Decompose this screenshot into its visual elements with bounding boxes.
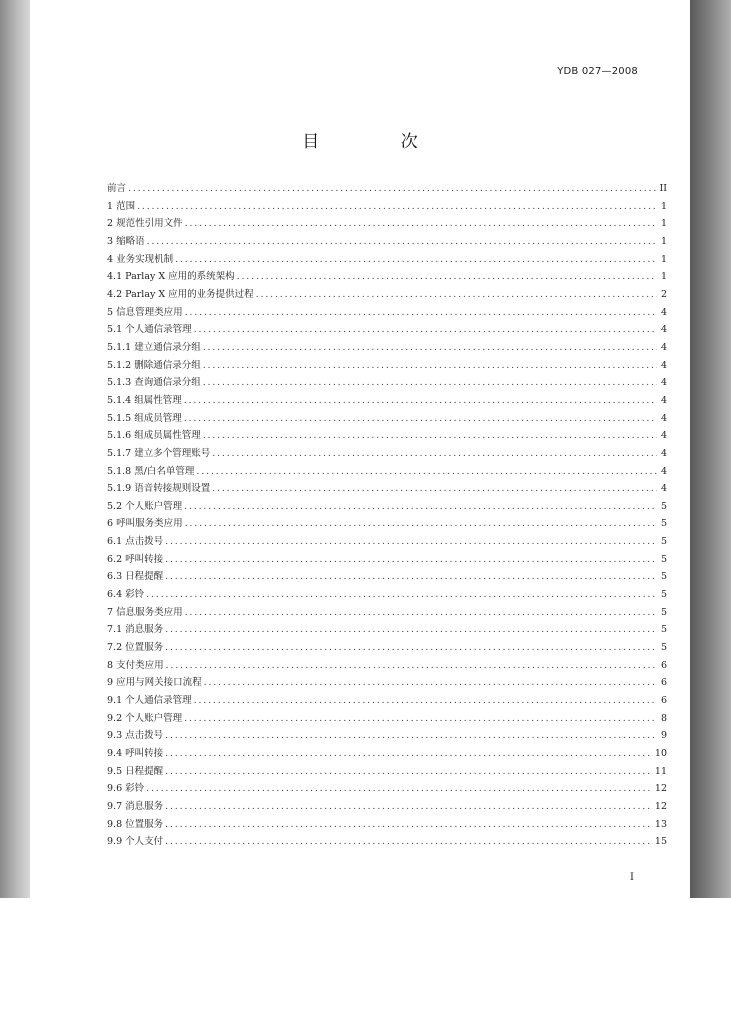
toc-entry-label: 9.7 消息服务 (107, 800, 164, 812)
document-page (30, 0, 690, 898)
toc-entry-label: 5.1.7 建立多个管理账号 (107, 447, 211, 459)
toc-leader-dots (165, 816, 653, 834)
toc-entry[interactable] (107, 463, 667, 481)
toc-entry-label: 前言 (107, 183, 127, 194)
toc-entry-page: 11 (654, 765, 667, 777)
toc-entry-page: 4 (660, 447, 667, 459)
toc-entry[interactable] (107, 586, 667, 604)
toc-leader-dots (184, 710, 657, 728)
toc-leader-dots (165, 551, 657, 569)
toc-entry-page: 13 (654, 818, 667, 830)
toc-entry[interactable] (107, 604, 667, 622)
toc-entry-label: 5.1.6 组成员属性管理 (107, 430, 201, 442)
toc-entry-label: 6 呼叫服务类应用 (107, 518, 183, 530)
toc-leader-dots (165, 639, 657, 657)
toc-leader-dots (137, 198, 657, 216)
toc-entry[interactable] (107, 816, 667, 834)
toc-leader-dots (184, 392, 657, 410)
toc-entry[interactable] (107, 674, 667, 692)
toc-leader-dots (128, 180, 657, 198)
toc-entry-page: 4 (660, 377, 667, 389)
toc-entry-label: 6.2 呼叫转接 (107, 553, 164, 565)
toc-leader-dots (196, 463, 657, 481)
toc-entry-page: 9 (660, 730, 667, 742)
toc-entry-label: 5.1.2 删除通信录分组 (107, 359, 201, 371)
toc-entry[interactable] (107, 515, 667, 533)
toc-leader-dots (185, 604, 657, 622)
toc-entry-page: 2 (660, 288, 667, 300)
toc-entry-label: 9.9 个人支付 (107, 836, 164, 848)
toc-entry-page: 6 (660, 659, 667, 671)
toc-leader-dots (184, 410, 657, 428)
blank-area (0, 898, 731, 1024)
toc-entry[interactable] (107, 533, 667, 551)
toc-entry-page: 4 (660, 341, 667, 353)
toc-entry-label: 8 支付类应用 (107, 659, 164, 671)
toc-entry[interactable] (107, 745, 667, 763)
toc-entry[interactable] (107, 304, 667, 322)
toc-leader-dots (185, 304, 657, 322)
toc-entry-label: 2 规范性引用文件 (107, 218, 183, 230)
toc-leader-dots (237, 268, 657, 286)
toc-entry-page: 4 (660, 412, 667, 424)
toc-entry-page: 4 (660, 430, 667, 442)
toc-entry-label: 5.1.1 建立通信录分组 (107, 341, 201, 353)
toc-entry-label: 5.2 个人账户管理 (107, 500, 183, 512)
toc-leader-dots (147, 233, 657, 251)
toc-entry-label: 5.1 个人通信录管理 (107, 324, 192, 336)
toc-entry-label: 7.1 消息服务 (107, 624, 164, 636)
toc-entry[interactable] (107, 233, 667, 251)
toc-entry-label: 4.2 Parlay X 应用的业务提供过程 (107, 288, 254, 300)
toc-entry[interactable] (107, 551, 667, 569)
table-of-contents (107, 180, 667, 851)
toc-leader-dots (203, 339, 657, 357)
toc-entry[interactable] (107, 339, 667, 357)
toc-entry-page: 1 (660, 271, 667, 283)
toc-entry-label: 9.5 日程提醒 (107, 765, 164, 777)
toc-entry-page: 1 (660, 253, 667, 265)
toc-entry-page: 5 (660, 624, 667, 636)
toc-entry-page: 12 (654, 800, 667, 812)
toc-entry[interactable] (107, 621, 667, 639)
toc-entry-label: 6.3 日程提醒 (107, 571, 164, 583)
toc-entry[interactable] (107, 692, 667, 710)
toc-leader-dots (256, 286, 657, 304)
toc-leader-dots (166, 657, 657, 675)
toc-entry[interactable] (107, 357, 667, 375)
toc-entry-label: 7.2 位置服务 (107, 642, 164, 654)
toc-leader-dots (165, 745, 653, 763)
page-title: 目 次 (302, 132, 456, 152)
toc-entry-label: 9.1 个人通信录管理 (107, 695, 192, 707)
toc-entry-page: 8 (660, 712, 667, 724)
toc-entry[interactable] (107, 798, 667, 816)
toc-entry-label: 9.8 位置服务 (107, 818, 164, 830)
toc-entry[interactable] (107, 286, 667, 304)
toc-leader-dots (185, 215, 657, 233)
toc-entry-page: II (659, 183, 667, 194)
toc-entry-page: 4 (660, 465, 667, 477)
toc-entry[interactable] (107, 480, 667, 498)
standard-code: YDB 027—2008 (557, 66, 638, 77)
toc-entry-label: 5.1.8 黑/白名单管理 (107, 465, 195, 477)
toc-leader-dots (165, 533, 657, 551)
toc-entry-page: 6 (660, 695, 667, 707)
toc-entry-page: 5 (660, 518, 667, 530)
toc-entry-page: 4 (660, 359, 667, 371)
toc-leader-dots (175, 251, 657, 269)
toc-entry[interactable] (107, 410, 667, 428)
toc-entry-label: 9.4 呼叫转接 (107, 748, 164, 759)
toc-entry-page: 5 (660, 606, 667, 618)
toc-entry[interactable] (107, 321, 667, 339)
toc-leader-dots (204, 674, 657, 692)
toc-leader-dots (203, 374, 657, 392)
toc-entry-label: 9.6 彩铃 (107, 783, 145, 795)
toc-entry-label: 9 应用与网关接口流程 (107, 677, 202, 689)
toc-entry-page: 1 (660, 200, 667, 212)
scan-border-right (690, 0, 731, 898)
toc-leader-dots (184, 498, 657, 516)
toc-entry-label: 5.1.4 组属性管理 (107, 394, 182, 406)
toc-entry-page: 1 (660, 235, 667, 247)
toc-entry-label: 9.2 个人账户管理 (107, 712, 183, 724)
toc-leader-dots (212, 480, 657, 498)
toc-leader-dots (203, 357, 657, 375)
toc-entry[interactable] (107, 427, 667, 445)
toc-leader-dots (146, 780, 653, 798)
toc-leader-dots (165, 798, 653, 816)
toc-entry[interactable] (107, 657, 667, 675)
toc-entry[interactable] (107, 833, 667, 851)
toc-entry[interactable] (107, 180, 667, 198)
toc-entry-label: 5 信息管理类应用 (107, 306, 183, 318)
toc-entry-label: 4.1 Parlay X 应用的系统架构 (107, 271, 235, 283)
toc-entry-page: 5 (660, 553, 667, 565)
toc-leader-dots (146, 586, 657, 604)
scan-border-left (0, 0, 30, 898)
toc-entry-page: 4 (660, 394, 667, 406)
toc-entry-label: 4 业务实现机制 (107, 253, 174, 265)
toc-entry-page: 5 (660, 642, 667, 654)
toc-entry-page: 15 (654, 836, 667, 848)
toc-entry[interactable] (107, 568, 667, 586)
toc-entry-label: 5.1.5 组成员管理 (107, 412, 182, 424)
toc-entry-label: 1 范围 (107, 200, 136, 212)
toc-entry-label: 5.1.3 查询通信录分组 (107, 377, 201, 389)
toc-entry[interactable] (107, 392, 667, 410)
toc-entry[interactable] (107, 268, 667, 286)
toc-entry-page: 5 (660, 500, 667, 512)
toc-entry-page: 10 (654, 748, 667, 759)
toc-entry-page: 6 (660, 677, 667, 689)
toc-entry[interactable] (107, 374, 667, 392)
toc-leader-dots (194, 321, 657, 339)
toc-leader-dots (165, 763, 653, 781)
toc-entry-label: 6.1 点击拨号 (107, 536, 164, 548)
toc-entry-page: 4 (660, 324, 667, 336)
toc-leader-dots (203, 427, 657, 445)
toc-entry-label: 6.4 彩铃 (107, 589, 145, 601)
toc-entry[interactable] (107, 727, 667, 745)
toc-entry-label: 7 信息服务类应用 (107, 606, 183, 618)
toc-entry-page: 4 (660, 306, 667, 318)
toc-entry[interactable] (107, 763, 667, 781)
toc-entry-label: 5.1.9 语音转接规则设置 (107, 483, 211, 495)
toc-entry-page: 5 (660, 571, 667, 583)
toc-entry[interactable] (107, 215, 667, 233)
toc-entry-page: 5 (660, 536, 667, 548)
toc-leader-dots (165, 621, 657, 639)
toc-entry[interactable] (107, 251, 667, 269)
toc-entry-page: 12 (654, 783, 667, 795)
page-number: I (630, 872, 634, 883)
toc-entry[interactable] (107, 710, 667, 728)
toc-entry-page: 5 (660, 589, 667, 601)
toc-leader-dots (185, 515, 657, 533)
toc-leader-dots (165, 568, 657, 586)
toc-entry[interactable] (107, 498, 667, 516)
toc-entry[interactable] (107, 198, 667, 216)
toc-leader-dots (165, 833, 653, 851)
toc-leader-dots (165, 727, 657, 745)
toc-entry-page: 4 (660, 483, 667, 495)
toc-entry-page: 1 (660, 218, 667, 230)
toc-entry-label: 9.3 点击拨号 (107, 730, 164, 742)
toc-entry[interactable] (107, 639, 667, 657)
toc-entry-label: 3 缩略语 (107, 235, 145, 247)
toc-entry[interactable] (107, 780, 667, 798)
toc-leader-dots (212, 445, 657, 463)
toc-leader-dots (194, 692, 657, 710)
toc-entry[interactable] (107, 445, 667, 463)
